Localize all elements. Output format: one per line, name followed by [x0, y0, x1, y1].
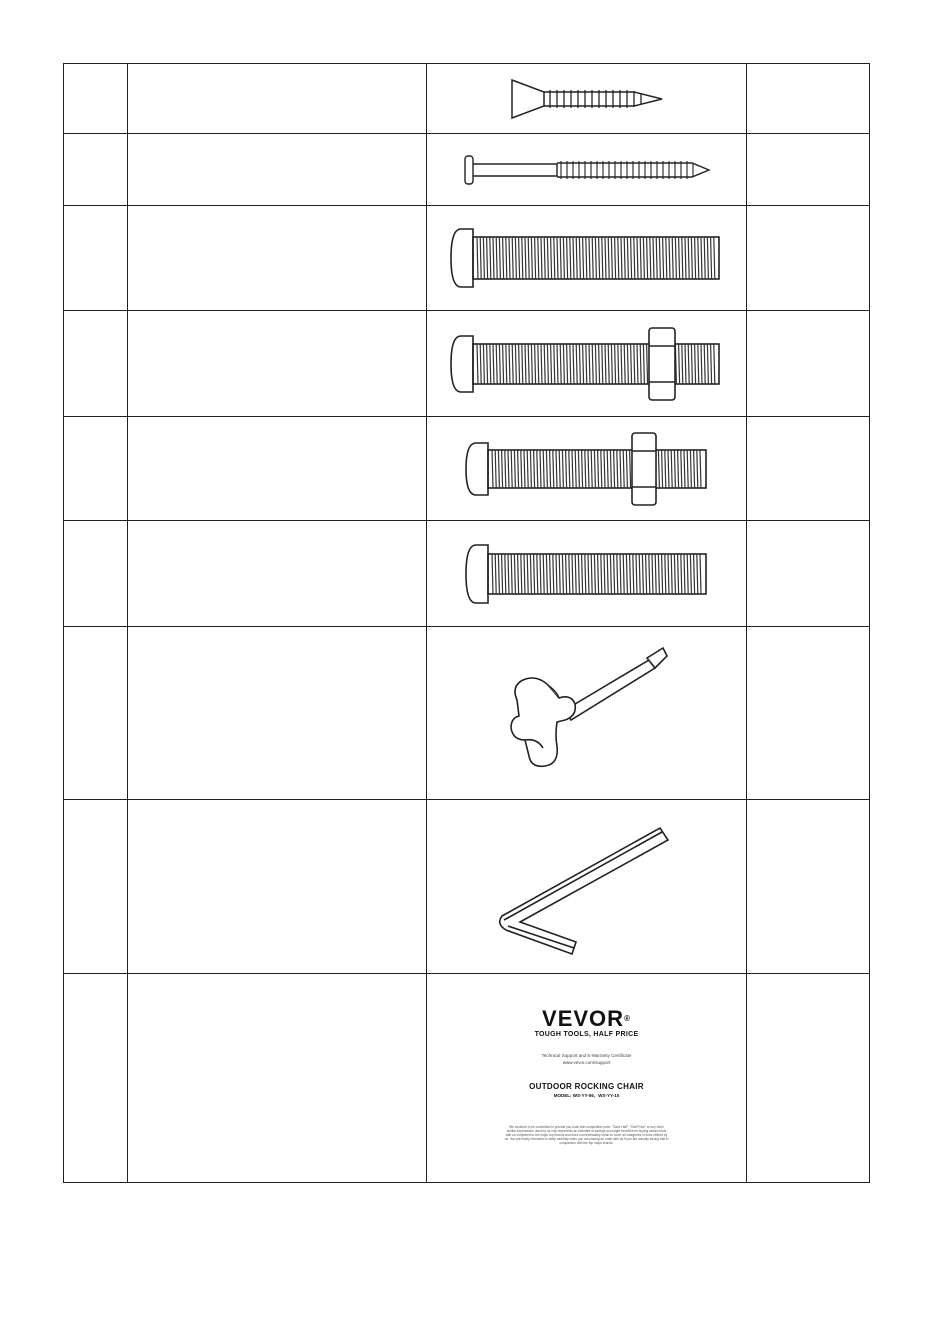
product-title: OUTDOOR ROCKING CHAIR [529, 1081, 644, 1091]
part-quantity-cell [747, 800, 870, 974]
part-image-cell [427, 521, 747, 627]
part-number-cell [64, 311, 128, 417]
part-description-cell [128, 521, 427, 627]
table-row [64, 974, 870, 1183]
t-handle-screwdriver-icon [497, 638, 677, 788]
table-row [64, 206, 870, 311]
part-image-cell [427, 206, 747, 311]
part-image-cell [427, 627, 747, 800]
table-row [64, 800, 870, 974]
part-quantity-cell [747, 627, 870, 800]
part-image-cell [427, 417, 747, 521]
table-row [64, 311, 870, 417]
part-description-cell [128, 134, 427, 206]
medium-bolt-with-nut-icon [462, 429, 712, 509]
part-quantity-cell [747, 311, 870, 417]
long-wood-screw-icon [457, 150, 717, 190]
part-quantity-cell [747, 974, 870, 1183]
parts-list-table [63, 63, 870, 1183]
long-bolt-icon [447, 223, 727, 293]
part-description-cell [128, 311, 427, 417]
part-description-cell [128, 206, 427, 311]
disclaimer-text: We continue to be committed to provide you tools with competitive price. "Save Half", "Half Price" or any other similar expressions used by us only represents an estimate of savings you might benefit from buying certain tools with us compared to the major top brands and does not necessarily mean to cover all categories of tools offered by us. You are kindly reminded to verify carefully when you are placing an order with us if you are actually saving half in comparison with the top major brands. [504, 1124, 669, 1145]
part-number-cell [64, 206, 128, 311]
part-image-cell [427, 311, 747, 417]
part-description-cell [128, 64, 427, 134]
part-number-cell [64, 64, 128, 134]
flat-head-wood-screw-icon [502, 74, 672, 124]
part-number-cell [64, 974, 128, 1183]
part-quantity-cell [747, 206, 870, 311]
part-quantity-cell [747, 417, 870, 521]
brand-slogan: TOUGH TOOLS, HALF PRICE [534, 1030, 639, 1038]
part-image-cell [427, 134, 747, 206]
part-number-cell [64, 521, 128, 627]
table-row [64, 134, 870, 206]
allen-wrench-icon [492, 812, 682, 962]
brand-logo: VEVOR® [542, 1005, 631, 1031]
part-description-cell [128, 417, 427, 521]
part-quantity-cell [747, 521, 870, 627]
table-row [64, 521, 870, 627]
part-image-cell [427, 64, 747, 134]
support-text: Technical Support and E-Warranty Certificate www.vevor.com/support [541, 1052, 632, 1065]
part-number-cell [64, 627, 128, 800]
table-row [64, 64, 870, 134]
model-number: MODEL: WS-YY-06、WS-YY-10 [553, 1092, 620, 1098]
table-row [64, 417, 870, 521]
short-bolt-icon [462, 539, 712, 609]
part-quantity-cell [747, 134, 870, 206]
part-description-cell [128, 800, 427, 974]
part-number-cell [64, 417, 128, 521]
part-quantity-cell [747, 64, 870, 134]
bolt-with-nut-icon [447, 324, 727, 404]
part-number-cell [64, 134, 128, 206]
part-description-cell [128, 974, 427, 1183]
part-description-cell [128, 627, 427, 800]
part-image-cell [427, 974, 747, 1183]
part-number-cell [64, 800, 128, 974]
manual-cover-icon [497, 1005, 677, 1145]
table-row [64, 627, 870, 800]
part-image-cell [427, 800, 747, 974]
